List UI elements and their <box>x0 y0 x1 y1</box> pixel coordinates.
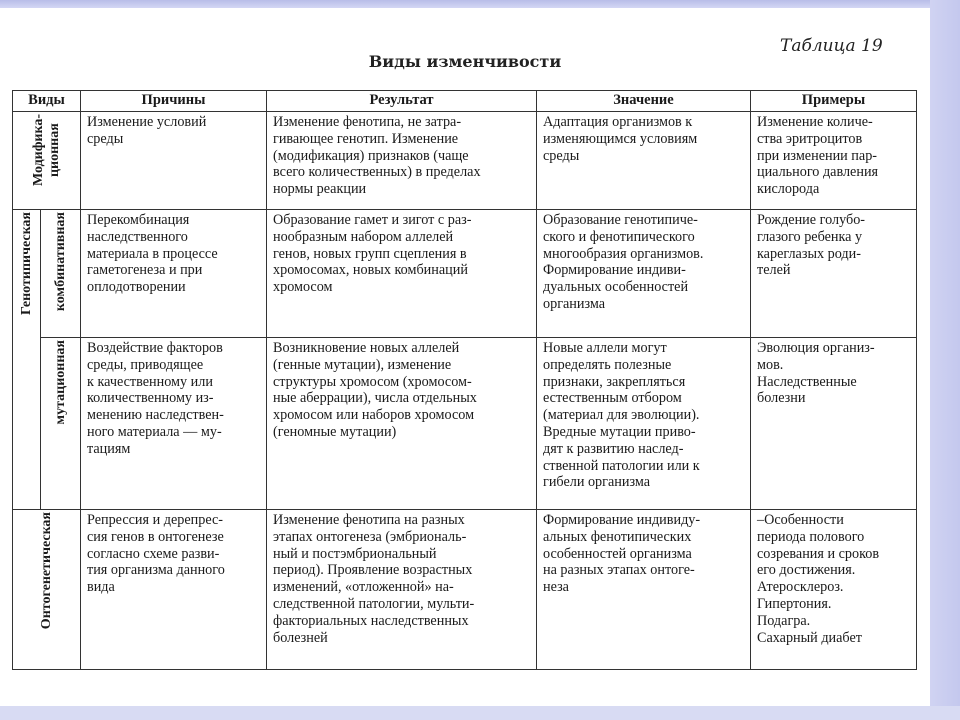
subkind-label-mutational: мутационная <box>53 340 68 425</box>
cell-ontogenetic-result: Изменение фенотипа на разных этапах онтогенеза (эмбриональ- ный и постэмбриональный период). Проявление возрастных изменений, «отложенной» на- следственной патологии, мульти- факториальных наследственных болезней <box>267 510 537 670</box>
table-label: Таблица 19 <box>780 36 883 56</box>
cell-combinative-causes: Перекомбинация наследственного материала в процессе гаметогенеза и при оплодотворении <box>81 210 267 338</box>
cell-mutational-examples: Эволюция организ- мов. Наследственные болезни <box>751 338 917 510</box>
cell-modification-result: Изменение фенотипа, не затра- гивающее генотип. Изменение (модификация) признаков (чаще всего количественных) в пределах нормы реакции <box>267 112 537 210</box>
cell-modification-causes: Изменение условий среды <box>81 112 267 210</box>
table-header-row <box>13 91 917 112</box>
kind-label-genotypic: Генотипическая <box>19 212 34 315</box>
cell-mutational-result: Возникновение новых аллелей (генные мутации), изменение структуры хромосом (хромосом- ные аберрации), числа отдельных хромосом или наборов хромосом (геномные мутации) <box>267 338 537 510</box>
kind-label-modification: Модифика- ционная <box>30 114 62 187</box>
kind-cell-genotypic <box>13 210 41 510</box>
background-right <box>930 0 960 720</box>
cell-combinative-meaning: Образование генотипиче- ского и фенотипического многообразия организмов. Формирование индиви- дуальных особенностей организма <box>537 210 751 338</box>
header-meaning: Значение <box>537 91 751 112</box>
subkind-cell-mutational <box>41 338 81 510</box>
table-row-ontogenetic <box>13 510 917 670</box>
kind-cell-ontogenetic <box>13 510 81 670</box>
header-kind: Виды <box>13 91 81 112</box>
header-result: Результат <box>267 91 537 112</box>
cell-ontogenetic-examples: –Особенности периода полового созревания и сроков его достижения. Атеросклероз. Гипертония. Подагра. Сахарный диабет <box>751 510 917 670</box>
cell-mutational-causes: Воздействие факторов среды, приводящее к качественному или количественному из- менению наследствен- ного материала — му- тациям <box>81 338 267 510</box>
kind-label-ontogenetic: Онтогенетическая <box>39 512 54 630</box>
subkind-label-combinative: комбинативная <box>53 212 68 312</box>
kind-cell-modification <box>13 112 81 210</box>
cell-combinative-examples: Рождение голубо- глазого ребенка у кареглазых роди- телей <box>751 210 917 338</box>
background-bottom <box>0 706 960 720</box>
cell-combinative-result: Образование гамет и зигот с раз- нообразным набором аллелей генов, новых групп сцепления в хромосомах, новых комбинаций хромосом <box>267 210 537 338</box>
background-top <box>0 0 960 8</box>
cell-modification-examples: Изменение количе- ства эритроцитов при изменении пар- циального давления кислорода <box>751 112 917 210</box>
table-row-modification <box>13 112 917 210</box>
cell-mutational-meaning: Новые аллели могут определять полезные признаки, закрепляться естественным отбором (материал для эволюции). Вредные мутации приво- дят к развитию наслед- ственной патологии или к гибели организма <box>537 338 751 510</box>
header-examples: Примеры <box>751 91 917 112</box>
cell-modification-meaning: Адаптация организмов к изменяющимся условиям среды <box>537 112 751 210</box>
page-title: Виды изменчивости <box>368 52 562 71</box>
header-causes: Причины <box>81 91 267 112</box>
cell-ontogenetic-causes: Репрессия и дерепрес- сия генов в онтогенезе согласно схеме разви- тия организма данного вида <box>81 510 267 670</box>
variability-table <box>12 90 917 670</box>
subkind-cell-combinative <box>41 210 81 338</box>
table-row-combinative <box>13 210 917 338</box>
cell-ontogenetic-meaning: Формирование индивиду- альных фенотипических особенностей организма на разных этапах онтоге- неза <box>537 510 751 670</box>
table-row-mutational <box>13 338 917 510</box>
